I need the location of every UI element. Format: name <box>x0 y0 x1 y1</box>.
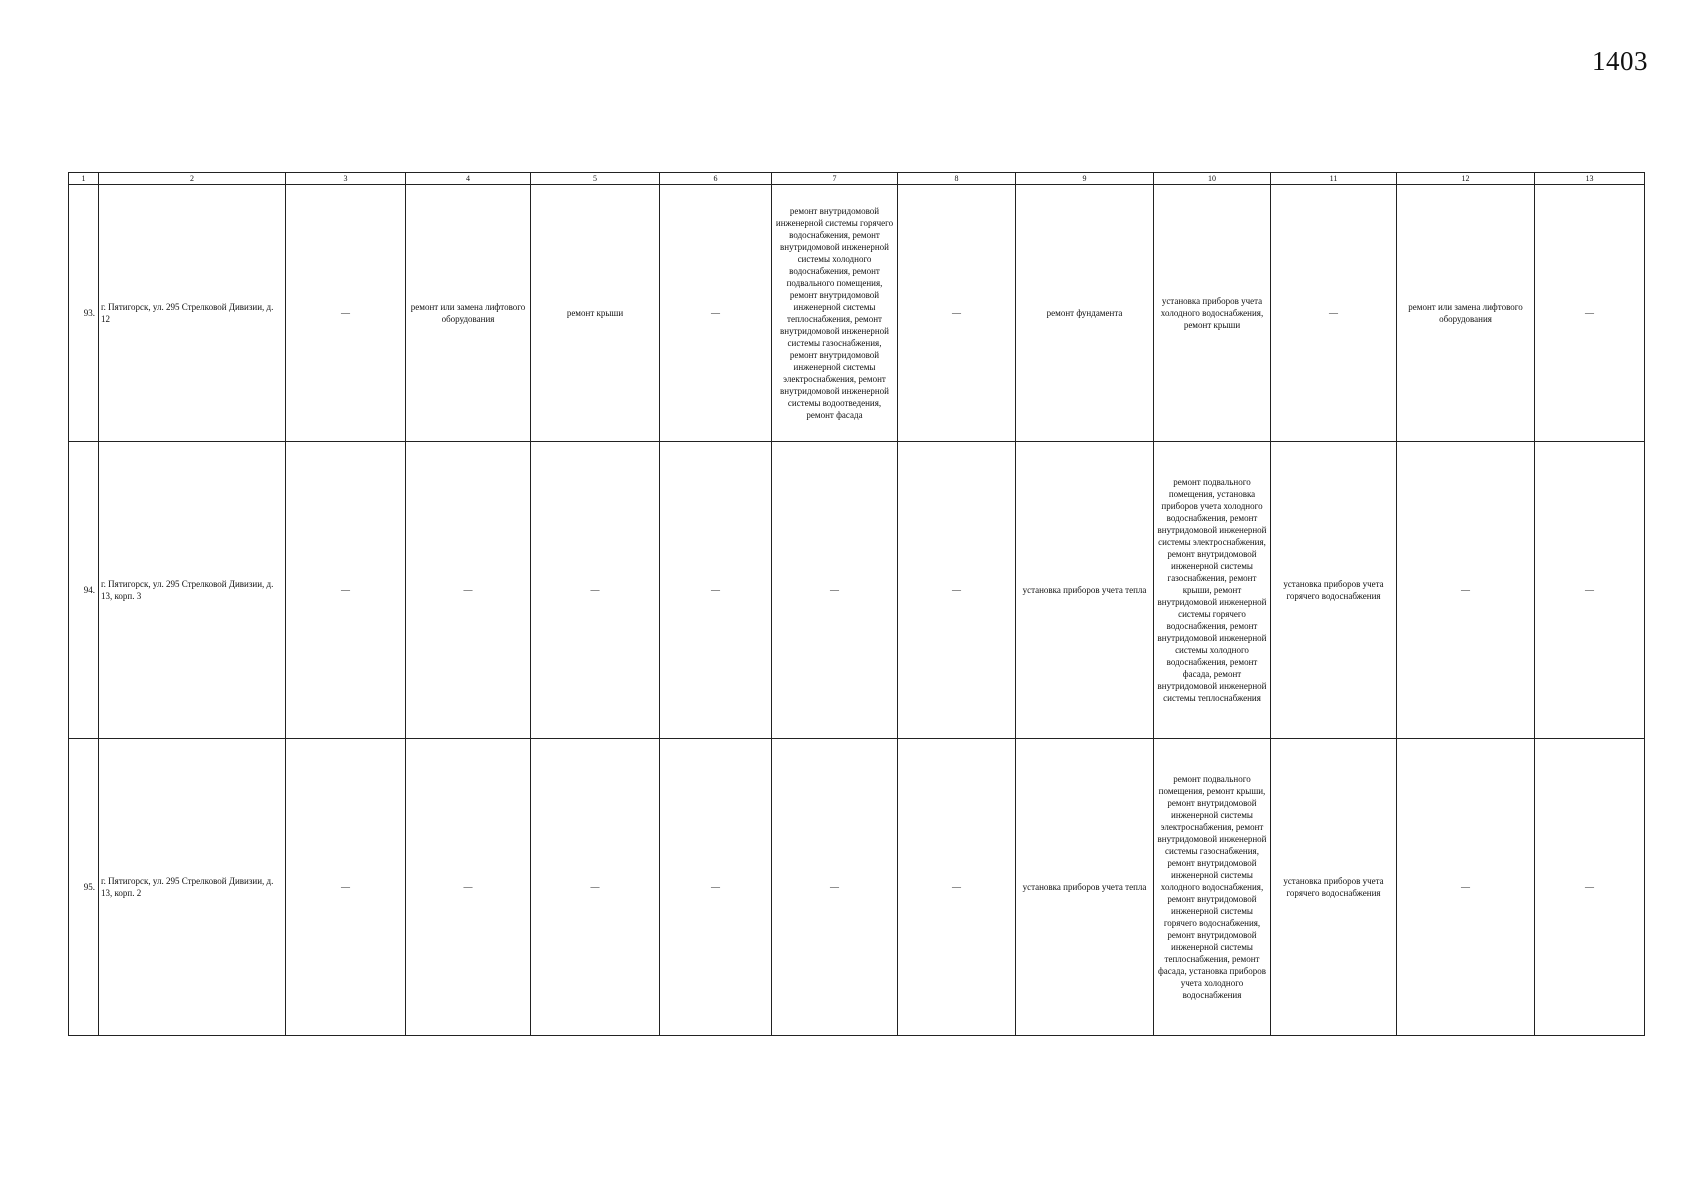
column-number: 12 <box>1397 173 1535 185</box>
table-cell: установка приборов учета холодного водоснабжения, ремонт крыши <box>1154 185 1271 442</box>
column-number: 4 <box>406 173 531 185</box>
table-cell: — <box>406 739 531 1036</box>
column-number: 3 <box>286 173 406 185</box>
table-cell: ремонт подвального помещения, ремонт крыши, ремонт внутридомовой инженерной системы электроснабжения, ремонт внутридомовой инженерной системы газоснабжения, ремонт внутридомовой инженерной системы холодного водоснабжения, ремонт внутридомовой инженерной системы горячего водоснабжения, ремонт внутридомовой инженерной системы теплоснабжения, ремонт фасада, установка приборов учета холодного водоснабжения <box>1154 739 1271 1036</box>
address-cell: г. Пятигорск, ул. 295 Стрелковой Дивизии, д. 13, корп. 2 <box>99 739 286 1036</box>
column-number: 9 <box>1016 173 1154 185</box>
table-cell: установка приборов учета горячего водоснабжения <box>1271 442 1397 739</box>
table-cell: — <box>1535 442 1645 739</box>
table-cell: — <box>286 739 406 1036</box>
table-cell: — <box>1397 442 1535 739</box>
column-number: 1 <box>69 173 99 185</box>
address-cell: г. Пятигорск, ул. 295 Стрелковой Дивизии, д. 12 <box>99 185 286 442</box>
table-cell: — <box>772 739 898 1036</box>
column-number-row <box>69 173 1645 185</box>
table-cell: — <box>660 185 772 442</box>
table-cell: — <box>531 739 660 1036</box>
table-cell: ремонт крыши <box>531 185 660 442</box>
row-number: 93. <box>69 185 99 442</box>
column-number: 2 <box>99 173 286 185</box>
table-cell: — <box>286 185 406 442</box>
column-number: 7 <box>772 173 898 185</box>
table-cell: — <box>531 442 660 739</box>
column-number: 11 <box>1271 173 1397 185</box>
column-number: 10 <box>1154 173 1271 185</box>
table-row <box>69 185 1645 442</box>
table-cell: — <box>1535 739 1645 1036</box>
table-cell: установка приборов учета горячего водоснабжения <box>1271 739 1397 1036</box>
page-number: 1403 <box>1592 46 1648 76</box>
table-cell: установка приборов учета тепла <box>1016 739 1154 1036</box>
table-row <box>69 739 1645 1036</box>
table-cell: ремонт внутридомовой инженерной системы горячего водоснабжения, ремонт внутридомовой инженерной системы холодного водоснабжения, ремонт подвального помещения, ремонт внутридомовой инженерной системы теплоснабжения, ремонт внутридомовой инженерной системы газоснабжения, ремонт внутридомовой инженерной системы электроснабжения, ремонт внутридомовой инженерной системы водоотведения, ремонт фасада <box>772 185 898 442</box>
row-number: 95. <box>69 739 99 1036</box>
table-cell: ремонт или замена лифтового оборудования <box>406 185 531 442</box>
table-cell: — <box>898 442 1016 739</box>
table-cell: — <box>1397 739 1535 1036</box>
column-number: 13 <box>1535 173 1645 185</box>
table-row <box>69 442 1645 739</box>
table-cell: — <box>1271 185 1397 442</box>
column-number: 5 <box>531 173 660 185</box>
table-cell: ремонт подвального помещения, установка приборов учета холодного водоснабжения, ремонт внутридомовой инженерной системы электроснабжения, ремонт внутридомовой инженерной системы газоснабжения, ремонт крыши, ремонт внутридомовой инженерной системы горячего водоснабжения, ремонт внутридомовой инженерной системы холодного водоснабжения, ремонт фасада, ремонт внутридомовой инженерной системы теплоснабжения <box>1154 442 1271 739</box>
table-cell: — <box>286 442 406 739</box>
table-cell: — <box>772 442 898 739</box>
row-number: 94. <box>69 442 99 739</box>
address-cell: г. Пятигорск, ул. 295 Стрелковой Дивизии, д. 13, корп. 3 <box>99 442 286 739</box>
table-cell: — <box>898 185 1016 442</box>
table-cell: — <box>406 442 531 739</box>
column-number: 6 <box>660 173 772 185</box>
table-cell: ремонт фундамента <box>1016 185 1154 442</box>
table-cell: — <box>660 739 772 1036</box>
table-cell: установка приборов учета тепла <box>1016 442 1154 739</box>
table-cell: — <box>1535 185 1645 442</box>
column-number: 8 <box>898 173 1016 185</box>
table-cell: — <box>898 739 1016 1036</box>
table-cell: ремонт или замена лифтового оборудования <box>1397 185 1535 442</box>
table-cell: — <box>660 442 772 739</box>
repair-schedule-table <box>68 172 1645 1036</box>
